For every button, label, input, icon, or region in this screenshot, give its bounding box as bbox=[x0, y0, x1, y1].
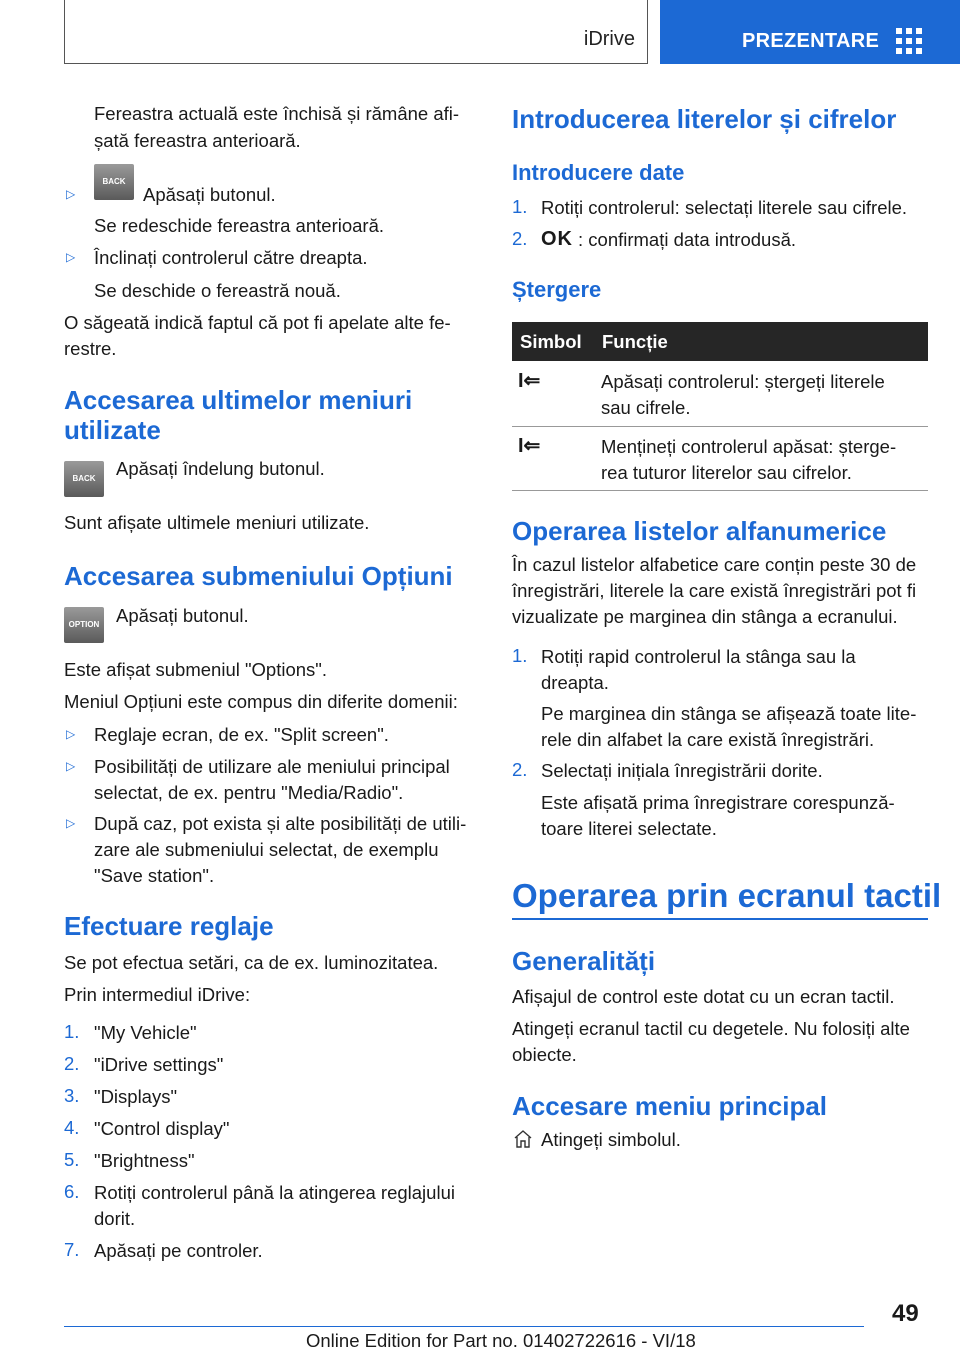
heading-general: Generalități bbox=[512, 946, 656, 976]
heading-alphanumeric-lists: Operarea listelor alfanumerice bbox=[512, 516, 887, 546]
list-step-2: Selectați inițiala înregistrării dorite. bbox=[541, 760, 823, 781]
footer-rule bbox=[64, 1326, 864, 1327]
option-bullet-3a: După caz, pot exista și alte posibilități de utili- bbox=[94, 813, 467, 834]
delete-symbol-icon: I⇐ bbox=[518, 435, 541, 457]
step-number: 4. bbox=[64, 1117, 80, 1138]
bullet-triangle-icon: ▷ bbox=[66, 727, 76, 741]
input-step-1: Rotiți controlerul: selectați literele sau cifrele. bbox=[541, 197, 908, 218]
step-number: 2. bbox=[64, 1053, 80, 1074]
step-number: 1. bbox=[512, 645, 528, 666]
settings-step-3: "Displays" bbox=[94, 1086, 178, 1107]
home-icon bbox=[512, 1128, 534, 1150]
step1-label: Apăsați butonul. bbox=[143, 184, 276, 205]
back-button-icon: BACK bbox=[94, 164, 134, 200]
bullet-triangle-icon: ▷ bbox=[66, 187, 76, 201]
footer-edition: Online Edition for Part no. 01402722616 - VI/18 bbox=[306, 1330, 696, 1351]
list-step-1-res-b: rele din alfabet la care există înregistrări. bbox=[541, 729, 875, 750]
header-chapter-tab[interactable] bbox=[660, 0, 960, 64]
last-menus-text: Apăsați îndelung butonul. bbox=[116, 458, 325, 479]
lists-p-line-3: vizualizate pe marginea din stânga a ecranului. bbox=[512, 606, 898, 627]
general-p2-line-2: obiecte. bbox=[512, 1044, 577, 1065]
table-row-2-line-1: Mențineți controlerul apăsat: șterge- bbox=[601, 436, 897, 457]
heading-main-menu: Accesare meniu principal bbox=[512, 1091, 828, 1121]
settings-step-7: Apăsați pe controler. bbox=[94, 1240, 263, 1261]
lists-p-line-2: înregistrări, literele la care există înregistrări pot fi bbox=[512, 580, 917, 601]
table-row-2-line-2: rea tuturor literelor sau cifrelor. bbox=[601, 462, 852, 483]
settings-step-5: "Brightness" bbox=[94, 1150, 195, 1171]
list-step-1-res-a: Pe marginea din stânga se afișează toate lite- bbox=[541, 703, 917, 724]
note-line-1: O săgeată indică faptul că pot fi apelate alte fe- bbox=[64, 312, 451, 333]
general-p2-line-1: Atingeți ecranul tactil cu degetele. Nu folosiți alte bbox=[512, 1018, 910, 1039]
option-bullet-2b: selectat, de ex. pentru "Media/Radio". bbox=[94, 782, 404, 803]
settings-step-2: "iDrive settings" bbox=[94, 1054, 224, 1075]
step2-result: Se deschide o fereastră nouă. bbox=[94, 280, 341, 301]
settings-step-4: "Control display" bbox=[94, 1118, 230, 1139]
table-row-1-line-2: sau cifrele. bbox=[601, 397, 691, 418]
table-header bbox=[512, 322, 928, 361]
intro-line-1: Fereastra actuală este închisă și rămâne afi- bbox=[94, 103, 460, 124]
option-result-1: Este afișat submeniul "Options". bbox=[64, 659, 328, 680]
page-number: 49 bbox=[892, 1300, 919, 1327]
table-divider bbox=[512, 490, 928, 491]
bullet-triangle-icon: ▷ bbox=[66, 816, 76, 830]
header-chapter-label: PREZENTARE bbox=[742, 30, 880, 52]
heading-touchscreen: Operarea prin ecranul tactil bbox=[512, 877, 942, 914]
input-step-2: : confirmați data introdusă. bbox=[578, 229, 796, 250]
bullet-triangle-icon: ▷ bbox=[66, 250, 76, 264]
step-number: 1. bbox=[512, 196, 528, 217]
heading-last-menus-1: Accesarea ultimelor meniuri bbox=[64, 385, 413, 415]
settings-p1: Se pot efectua setări, ca de ex. luminozitatea. bbox=[64, 952, 439, 973]
lists-p-line-1: În cazul listelor alfabetice care conțin peste 30 de bbox=[512, 554, 917, 575]
step-number: 5. bbox=[64, 1149, 80, 1170]
main-menu-text: Atingeți simbolul. bbox=[541, 1129, 681, 1150]
step-number: 2. bbox=[512, 759, 528, 780]
settings-step-1: "My Vehicle" bbox=[94, 1022, 197, 1043]
note-line-2: restre. bbox=[64, 338, 117, 359]
step1-result: Se redeschide fereastra anterioară. bbox=[94, 215, 385, 236]
heading-settings: Efectuare reglaje bbox=[64, 911, 274, 941]
bullet-triangle-icon: ▷ bbox=[66, 759, 76, 773]
ok-symbol-icon: OK bbox=[541, 228, 573, 250]
step-number: 1. bbox=[64, 1021, 80, 1042]
table-col-symbol: Simbol bbox=[520, 331, 582, 352]
header-section-box bbox=[64, 0, 648, 64]
table-divider bbox=[512, 426, 928, 427]
table-row-1-line-1: Apăsați controlerul: ștergeți literele bbox=[601, 371, 885, 392]
list-step-2-res-a: Este afișată prima înregistrare corespunză- bbox=[541, 792, 895, 813]
last-menus-result: Sunt afișate ultimele meniuri utilizate. bbox=[64, 512, 370, 533]
option-bullet-1: Reglaje ecran, de ex. "Split screen". bbox=[94, 724, 389, 745]
heading-delete: Ștergere bbox=[512, 277, 602, 302]
settings-p2: Prin intermediul iDrive: bbox=[64, 984, 251, 1005]
step-number: 6. bbox=[64, 1181, 80, 1202]
step-number: 7. bbox=[64, 1239, 80, 1260]
step-number: 3. bbox=[64, 1085, 80, 1106]
heading-input-letters: Introducerea literelor și cifrelor bbox=[512, 104, 897, 134]
heading-underline bbox=[512, 918, 928, 920]
intro-line-2: șată fereastra anterioară. bbox=[94, 130, 301, 151]
list-step-1a: Rotiți rapid controlerul la stânga sau la bbox=[541, 646, 856, 667]
back-button-icon: BACK bbox=[64, 461, 104, 497]
delete-symbol-icon: I⇐ bbox=[518, 370, 541, 392]
step-number: 2. bbox=[512, 228, 528, 249]
list-step-1b: dreapta. bbox=[541, 672, 609, 693]
header-section-label: iDrive bbox=[583, 28, 635, 50]
step2-label: Înclinați controlerul către dreapta. bbox=[94, 247, 368, 268]
heading-options: Accesarea submeniului Opțiuni bbox=[64, 561, 453, 591]
heading-input-data: Introducere date bbox=[512, 160, 685, 185]
option-button-icon: OPTION bbox=[64, 607, 104, 643]
table-col-function: Funcție bbox=[602, 331, 668, 352]
heading-last-menus-2: utilizate bbox=[64, 415, 161, 445]
option-result-2: Meniul Opțiuni este compus din diferite domenii: bbox=[64, 691, 458, 712]
option-bullet-3c: "Save station". bbox=[94, 865, 215, 886]
grid-menu-icon bbox=[896, 28, 924, 54]
settings-step-6a: Rotiți controlerul până la atingerea reglajului bbox=[94, 1182, 455, 1203]
general-p1: Afișajul de control este dotat cu un ecran tactil. bbox=[512, 986, 895, 1007]
option-bullet-2a: Posibilități de utilizare ale meniului principal bbox=[94, 756, 450, 777]
option-bullet-3b: zare ale submeniului selectat, de exemplu bbox=[94, 839, 439, 860]
option-text: Apăsați butonul. bbox=[116, 605, 249, 626]
settings-step-6b: dorit. bbox=[94, 1208, 136, 1229]
list-step-2-res-b: toare literei selectate. bbox=[541, 818, 717, 839]
